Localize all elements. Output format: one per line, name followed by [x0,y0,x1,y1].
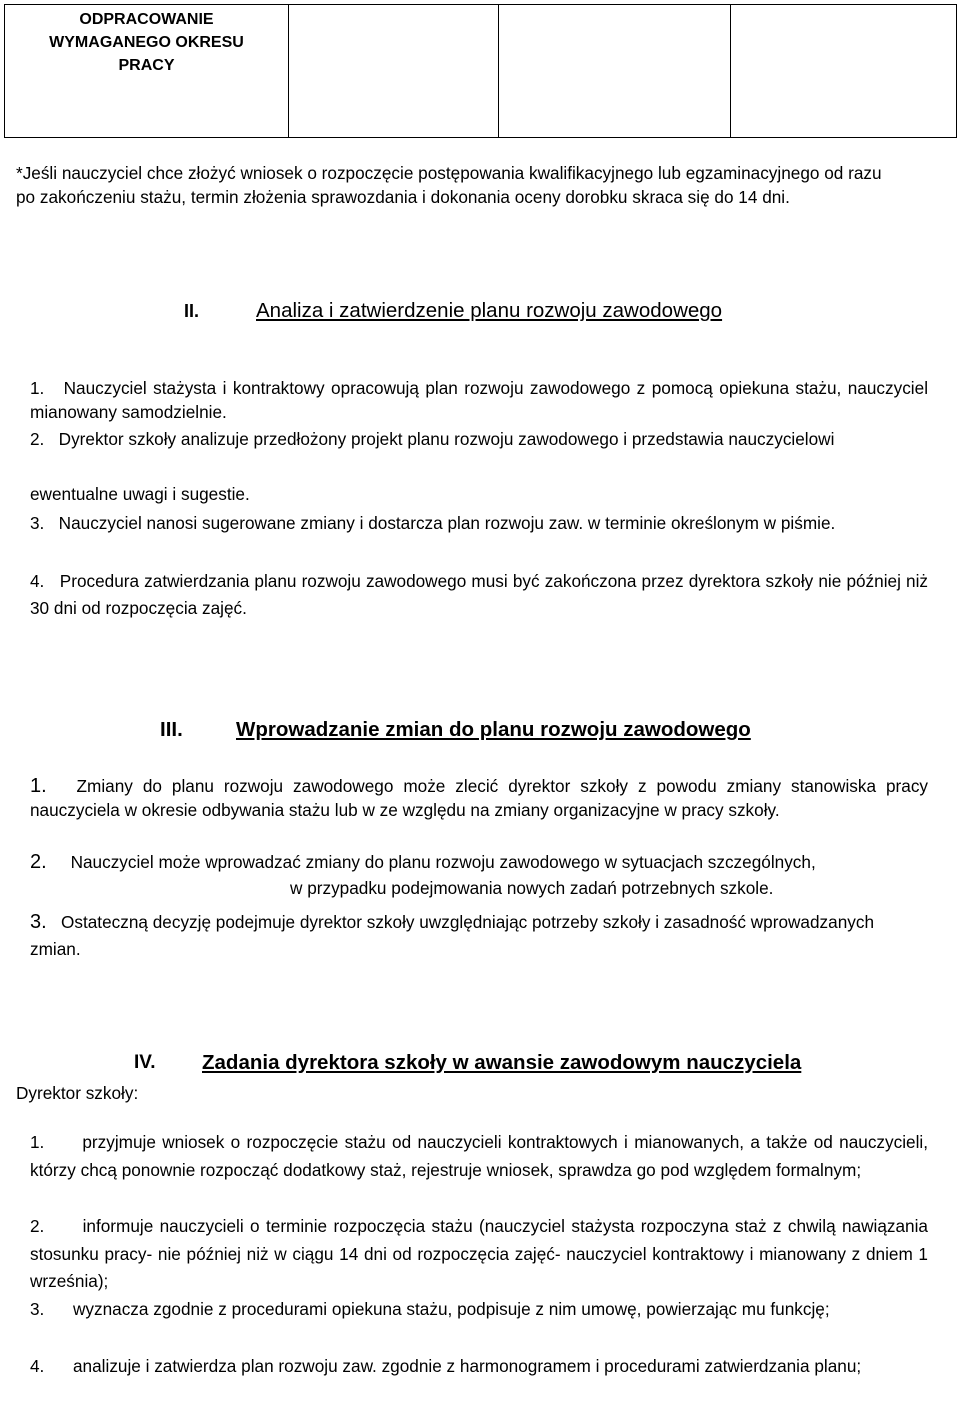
list-item [30,1213,928,1296]
item-text: Ostateczną decyzję podejmuje dyrektor szkoły uwzględniając potrzeby szkoły i zasadność wprowadzanych zmian. [30,912,874,959]
item-text: Procedura zatwierdzania planu rozwoju zawodowego musi być zakończona przez dyrektora szkoły nie później niż 30 dni od rozpoczęcia zajęć. [30,571,929,618]
table-cell [499,5,731,138]
list-item [30,774,928,822]
item-text: Dyrektor szkoły analizuje przedłożony projekt planu rozwoju zawodowego i przedstawia nauczycielowi [58,429,835,449]
item-number: 4. [30,1356,45,1376]
section-heading-3 [160,717,860,743]
item-number: 1. [30,1132,45,1152]
item-text: Nauczyciel stażysta i kontraktowy opracowują plan rozwoju zawodowego z pomocą opiekuna stażu, nauczyciel mianowany samodzielnie. [30,378,929,422]
item-number: 1. [30,378,45,398]
item-number: 2. [30,851,47,873]
table-header-line: WYMAGANEGO OKRESU [49,34,244,51]
item-number: 3. [30,1299,45,1319]
table-header-cell [5,5,289,138]
list-item [30,1353,928,1381]
item-number: 3. [30,513,45,533]
list-item [30,1129,928,1184]
table-header-line: ODPRACOWANIE [79,11,214,28]
section-heading-4 [134,1050,894,1076]
list-item [30,568,928,622]
section-numeral: III. [160,718,183,741]
list-item-continuation: ewentualne uwagi i sugestie. [30,484,250,504]
director-intro: Dyrektor szkoły: [16,1083,139,1103]
item-text: wyznacza zgodnie z procedurami opiekuna stażu, podpisuje z nim umowę, powierzając mu funkcję; [73,1299,830,1319]
item-number: 4. [30,571,45,591]
section-title: Zadania dyrektora szkoły w awansie zawodowym nauczyciela [202,1051,802,1074]
list-item [30,511,928,535]
list-item [30,376,928,424]
table-cell [731,5,957,138]
table-cell [289,5,499,138]
item-text: informuje nauczycieli o terminie rozpoczęcia stażu (nauczyciel stażysta rozpoczyna staż z chwilą nawiązania stosunku pracy- nie później niż w ciągu 14 dni od rozpoczęcia zajęć- nauczyciel kontraktowy i mianowany z dniem 1 września); [30,1216,928,1291]
list-item-continuation: w przypadku podejmowania nowych zadań potrzebnych szkole. [290,878,774,898]
item-number: 3. [30,911,47,933]
item-text: analizuje i zatwierdza plan rozwoju zaw. zgodnie z harmonogramem i procedurami zatwierdzania planu; [73,1356,862,1376]
item-text: przyjmuje wniosek o rozpoczęcie stażu od nauczycieli kontraktowych i mianowanych, a także od nauczycieli, którzy chcą ponownie rozpocząć dodatkowy staż, rejestruje wniosek, sprawdza go pod względem formalnym; [30,1132,929,1180]
list-item [30,849,928,876]
list-item [30,909,928,963]
list-item [30,1296,928,1324]
list-item [30,427,928,451]
item-number: 1. [30,775,47,797]
section-heading-2 [184,298,884,324]
item-number: 2. [30,429,45,449]
table-header-line: PRACY [118,57,175,74]
section-numeral: IV. [134,1052,156,1073]
item-number: 2. [30,1216,45,1236]
deadline-note: *Jeśli nauczyciel chce złożyć wniosek o rozpoczęcie postępowania kwalifikacyjnego lub egzaminacyjnego od razu po zakończeniu stażu, termin złożenia sprawozdania i dokonania oceny dorobku skraca się do 14 dni. [16,163,882,207]
section-title: Analiza i zatwierdzenie planu rozwoju zawodowego [256,299,723,322]
item-text: Nauczyciel nanosi sugerowane zmiany i dostarcza plan rozwoju zaw. w terminie określonym w piśmie. [58,513,836,533]
item-text: Zmiany do planu rozwoju zawodowego może zlecić dyrektor szkoły z powodu zmiany stanowiska pracy nauczyciela w okresie odbywania stażu lub w ze względu na zmiany organizacyjne w pracy szkoły. [30,776,929,820]
item-text: Nauczyciel może wprowadzać zmiany do planu rozwoju zawodowego w sytuacjach szczególnych, [70,852,816,872]
period-table [4,4,957,138]
section-numeral: II. [184,301,200,321]
section-title: Wprowadzanie zmian do planu rozwoju zawodowego [236,718,751,741]
